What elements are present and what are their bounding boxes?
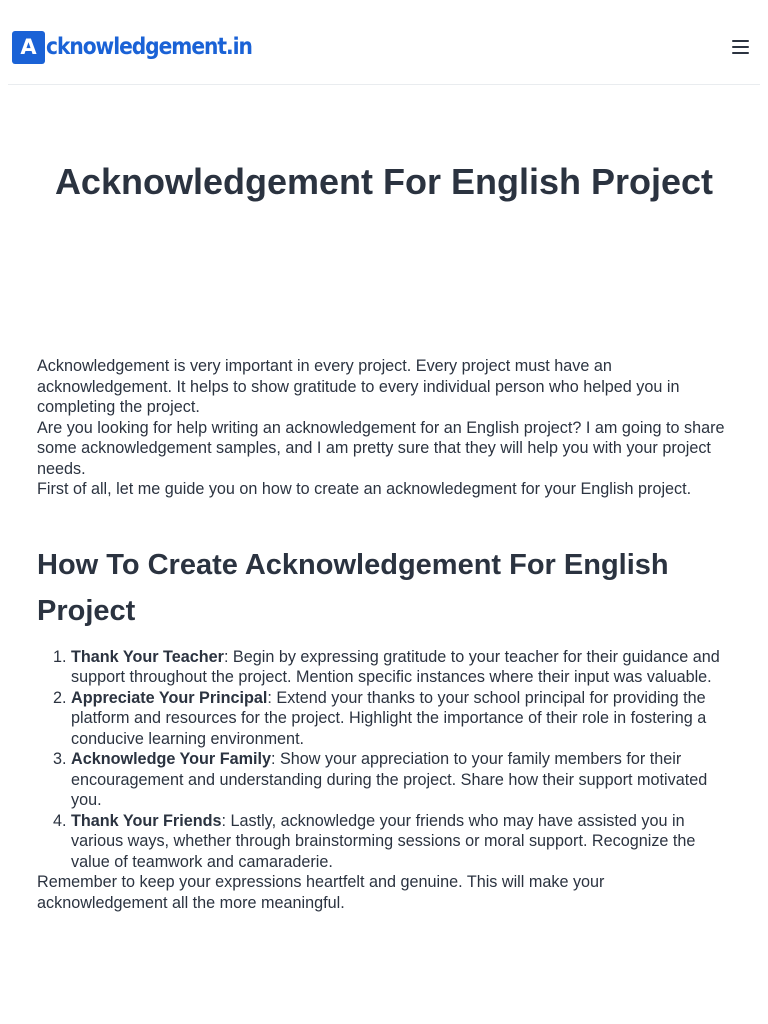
step-text: : Show your appreciation to your family members for their encouragement and understanding during the project. Share how their support motivated you. bbox=[71, 750, 708, 809]
site-logo[interactable] bbox=[12, 29, 280, 65]
step-title: Acknowledge Your Family bbox=[71, 750, 271, 768]
closing-paragraph: Remember to keep your expressions heartfelt and genuine. This will make your acknowledgement all the more meaningful. bbox=[37, 873, 605, 912]
logo-badge: A bbox=[12, 31, 45, 64]
step-text: : Extend your thanks to your school principal for providing the platform and resources for the project. Highlight the importance of their role in fostering a conducive learning environment. bbox=[71, 688, 707, 748]
section-heading: How To Create Acknowledgement For English Project bbox=[37, 548, 669, 627]
list-item bbox=[71, 811, 737, 873]
intro-paragraph: First of all, let me guide you on how to create an acknowledegment for your English project. bbox=[37, 480, 692, 498]
page-title: Acknowledgement For English Project bbox=[54, 161, 714, 202]
intro-paragraph: Acknowledgement is very important in every project. Every project must have an acknowledgement. It helps to show gratitude to every individual person who helped you in completing the project. bbox=[37, 357, 680, 416]
list-item bbox=[71, 749, 737, 811]
list-item bbox=[71, 647, 737, 688]
list-item bbox=[71, 688, 737, 750]
step-text: : Lastly, acknowledge your friends who may have assisted you in various ways, whether through brainstorming sessions or moral support. Recognize the value of teamwork and camaraderie. bbox=[71, 811, 696, 871]
menu-bar-middle bbox=[732, 46, 749, 48]
steps-list bbox=[37, 647, 737, 873]
intro-paragraph: Are you looking for help writing an acknowledgement for an English project? I am going to share some acknowledgement samples, and I am pretty sure that they will help you with your project needs. bbox=[37, 418, 725, 478]
logo-text: cknowledgement.in bbox=[46, 34, 252, 60]
menu-bar-bottom bbox=[732, 52, 749, 54]
step-title: Thank Your Teacher bbox=[71, 647, 224, 666]
menu-bar-top bbox=[732, 40, 749, 42]
site-header bbox=[8, 0, 760, 85]
hamburger-menu-icon[interactable] bbox=[730, 37, 752, 57]
step-text: : Begin by expressing gratitude to your teacher for their guidance and support throughout the project. Mention specific instances where their input was valuable. bbox=[71, 647, 720, 686]
step-title: Thank Your Friends bbox=[71, 811, 222, 830]
article-content bbox=[37, 356, 737, 913]
step-title: Appreciate Your Principal bbox=[71, 688, 268, 707]
